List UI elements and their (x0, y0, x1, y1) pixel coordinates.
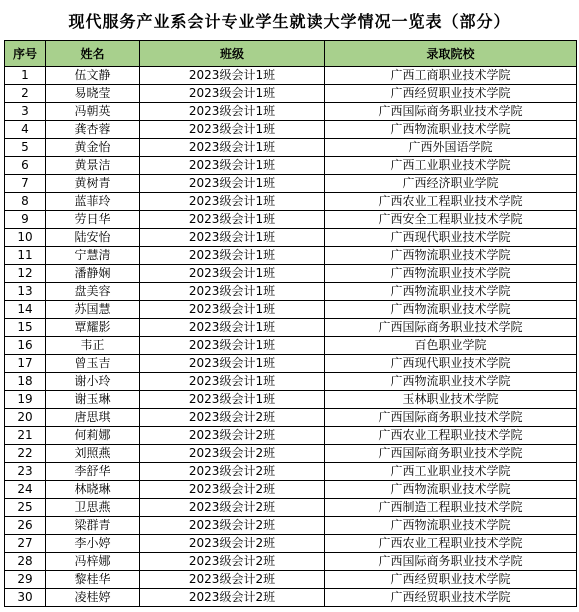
table-row (5, 409, 577, 427)
cell-school: 广西国际商务职业技术学院 (325, 445, 577, 463)
table-row (5, 211, 577, 229)
table-row (5, 481, 577, 499)
cell-class: 2023级会计1班 (140, 67, 325, 85)
cell-school: 广西物流职业技术学院 (325, 283, 577, 301)
cell-school: 广西经济职业学院 (325, 175, 577, 193)
cell-class: 2023级会计2班 (140, 409, 325, 427)
cell-class: 2023级会计1班 (140, 283, 325, 301)
cell-name: 何莉娜 (46, 427, 140, 445)
cell-class: 2023级会计1班 (140, 85, 325, 103)
cell-class: 2023级会计1班 (140, 193, 325, 211)
cell-school: 广西国际商务职业技术学院 (325, 553, 577, 571)
cell-name: 易晓莹 (46, 85, 140, 103)
table-row (5, 355, 577, 373)
cell-no: 4 (5, 121, 46, 139)
cell-no: 26 (5, 517, 46, 535)
cell-name: 冯梓娜 (46, 553, 140, 571)
cell-class: 2023级会计1班 (140, 337, 325, 355)
cell-school: 广西物流职业技术学院 (325, 301, 577, 319)
cell-class: 2023级会计1班 (140, 355, 325, 373)
cell-name: 冯朝英 (46, 103, 140, 121)
cell-name: 林晓琳 (46, 481, 140, 499)
cell-no: 11 (5, 247, 46, 265)
cell-school: 广西工业职业技术学院 (325, 463, 577, 481)
cell-no: 17 (5, 355, 46, 373)
cell-name: 李小婷 (46, 535, 140, 553)
cell-school: 广西农业工程职业技术学院 (325, 535, 577, 553)
table-header-row (5, 41, 577, 67)
cell-class: 2023级会计1班 (140, 121, 325, 139)
cell-name: 凌桂婷 (46, 589, 140, 607)
cell-class: 2023级会计2班 (140, 463, 325, 481)
cell-name: 梁群青 (46, 517, 140, 535)
table-row (5, 229, 577, 247)
cell-no: 22 (5, 445, 46, 463)
cell-school: 广西制造工程职业技术学院 (325, 499, 577, 517)
cell-class: 2023级会计2班 (140, 535, 325, 553)
cell-school: 玉林职业技术学院 (325, 391, 577, 409)
cell-no: 7 (5, 175, 46, 193)
table-row (5, 391, 577, 409)
header-name: 姓名 (46, 41, 140, 67)
cell-name: 苏国慧 (46, 301, 140, 319)
table-row (5, 499, 577, 517)
cell-no: 16 (5, 337, 46, 355)
table-row (5, 283, 577, 301)
table-row (5, 85, 577, 103)
cell-class: 2023级会计2班 (140, 571, 325, 589)
table-row (5, 427, 577, 445)
page-title: 现代服务产业系会计专业学生就读大学情况一览表（部分） (68, 12, 511, 31)
cell-school: 广西国际商务职业技术学院 (325, 103, 577, 121)
cell-name: 曾玉吉 (46, 355, 140, 373)
cell-school: 广西工商职业技术学院 (325, 67, 577, 85)
cell-name: 伍文静 (46, 67, 140, 85)
header-no: 序号 (5, 41, 46, 67)
cell-school: 广西农业工程职业技术学院 (325, 193, 577, 211)
cell-name: 宁慧清 (46, 247, 140, 265)
cell-name: 唐思琪 (46, 409, 140, 427)
cell-name: 黄金怡 (46, 139, 140, 157)
cell-no: 9 (5, 211, 46, 229)
table-row (5, 301, 577, 319)
cell-school: 广西经贸职业技术学院 (325, 85, 577, 103)
table-row (5, 103, 577, 121)
cell-class: 2023级会计1班 (140, 247, 325, 265)
table-row (5, 553, 577, 571)
cell-no: 15 (5, 319, 46, 337)
cell-school: 广西经贸职业技术学院 (325, 571, 577, 589)
cell-name: 韦正 (46, 337, 140, 355)
cell-school: 广西国际商务职业技术学院 (325, 409, 577, 427)
cell-name: 刘照燕 (46, 445, 140, 463)
table-row (5, 373, 577, 391)
cell-school: 广西现代职业技术学院 (325, 355, 577, 373)
table-row (5, 589, 577, 607)
cell-name: 黄树青 (46, 175, 140, 193)
cell-class: 2023级会计1班 (140, 175, 325, 193)
cell-school: 百色职业学院 (325, 337, 577, 355)
cell-school: 广西国际商务职业技术学院 (325, 319, 577, 337)
cell-school: 广西物流职业技术学院 (325, 247, 577, 265)
cell-no: 2 (5, 85, 46, 103)
cell-school: 广西工业职业技术学院 (325, 157, 577, 175)
header-school: 录取院校 (325, 41, 577, 67)
cell-name: 李舒华 (46, 463, 140, 481)
cell-class: 2023级会计1班 (140, 391, 325, 409)
cell-name: 谢小玲 (46, 373, 140, 391)
cell-name: 潘静娴 (46, 265, 140, 283)
cell-school: 广西经贸职业技术学院 (325, 589, 577, 607)
cell-school: 广西物流职业技术学院 (325, 517, 577, 535)
cell-class: 2023级会计2班 (140, 499, 325, 517)
cell-name: 卫思燕 (46, 499, 140, 517)
table-row (5, 319, 577, 337)
table-row (5, 67, 577, 85)
cell-name: 蓝菲玲 (46, 193, 140, 211)
table-row (5, 157, 577, 175)
cell-no: 23 (5, 463, 46, 481)
cell-no: 28 (5, 553, 46, 571)
cell-school: 广西安全工程职业技术学院 (325, 211, 577, 229)
cell-no: 10 (5, 229, 46, 247)
cell-no: 29 (5, 571, 46, 589)
cell-name: 黎桂华 (46, 571, 140, 589)
cell-class: 2023级会计2班 (140, 589, 325, 607)
cell-name: 黄景洁 (46, 157, 140, 175)
cell-class: 2023级会计2班 (140, 553, 325, 571)
cell-school: 广西物流职业技术学院 (325, 373, 577, 391)
table-row (5, 193, 577, 211)
cell-class: 2023级会计1班 (140, 139, 325, 157)
table-row (5, 175, 577, 193)
cell-no: 20 (5, 409, 46, 427)
cell-school: 广西农业工程职业技术学院 (325, 427, 577, 445)
cell-name: 盘美容 (46, 283, 140, 301)
cell-class: 2023级会计1班 (140, 103, 325, 121)
cell-no: 27 (5, 535, 46, 553)
cell-no: 18 (5, 373, 46, 391)
cell-class: 2023级会计1班 (140, 265, 325, 283)
cell-class: 2023级会计2班 (140, 427, 325, 445)
cell-name: 陆安怡 (46, 229, 140, 247)
header-class: 班级 (140, 41, 325, 67)
cell-no: 13 (5, 283, 46, 301)
table-row (5, 265, 577, 283)
cell-class: 2023级会计1班 (140, 211, 325, 229)
table-body (5, 67, 577, 607)
cell-no: 6 (5, 157, 46, 175)
table-row (5, 463, 577, 481)
cell-school: 广西外国语学院 (325, 139, 577, 157)
table-row (5, 247, 577, 265)
cell-class: 2023级会计1班 (140, 373, 325, 391)
cell-no: 19 (5, 391, 46, 409)
cell-class: 2023级会计1班 (140, 319, 325, 337)
cell-no: 24 (5, 481, 46, 499)
cell-no: 14 (5, 301, 46, 319)
cell-no: 12 (5, 265, 46, 283)
cell-class: 2023级会计2班 (140, 445, 325, 463)
table-row (5, 535, 577, 553)
cell-school: 广西物流职业技术学院 (325, 265, 577, 283)
cell-no: 1 (5, 67, 46, 85)
cell-no: 21 (5, 427, 46, 445)
cell-class: 2023级会计1班 (140, 229, 325, 247)
cell-no: 8 (5, 193, 46, 211)
cell-name: 谢玉琳 (46, 391, 140, 409)
table-row (5, 517, 577, 535)
table-row (5, 571, 577, 589)
table-row (5, 337, 577, 355)
table-row (5, 445, 577, 463)
cell-class: 2023级会计1班 (140, 301, 325, 319)
cell-class: 2023级会计2班 (140, 481, 325, 499)
table-row (5, 139, 577, 157)
cell-no: 25 (5, 499, 46, 517)
cell-name: 劳日华 (46, 211, 140, 229)
table-row (5, 121, 577, 139)
cell-no: 3 (5, 103, 46, 121)
cell-no: 30 (5, 589, 46, 607)
cell-name: 龚杏蓉 (46, 121, 140, 139)
cell-no: 5 (5, 139, 46, 157)
cell-class: 2023级会计2班 (140, 517, 325, 535)
cell-school: 广西物流职业技术学院 (325, 481, 577, 499)
cell-school: 广西物流职业技术学院 (325, 121, 577, 139)
cell-name: 覃耀影 (46, 319, 140, 337)
cell-class: 2023级会计1班 (140, 157, 325, 175)
cell-school: 广西现代职业技术学院 (325, 229, 577, 247)
students-table (4, 40, 577, 607)
